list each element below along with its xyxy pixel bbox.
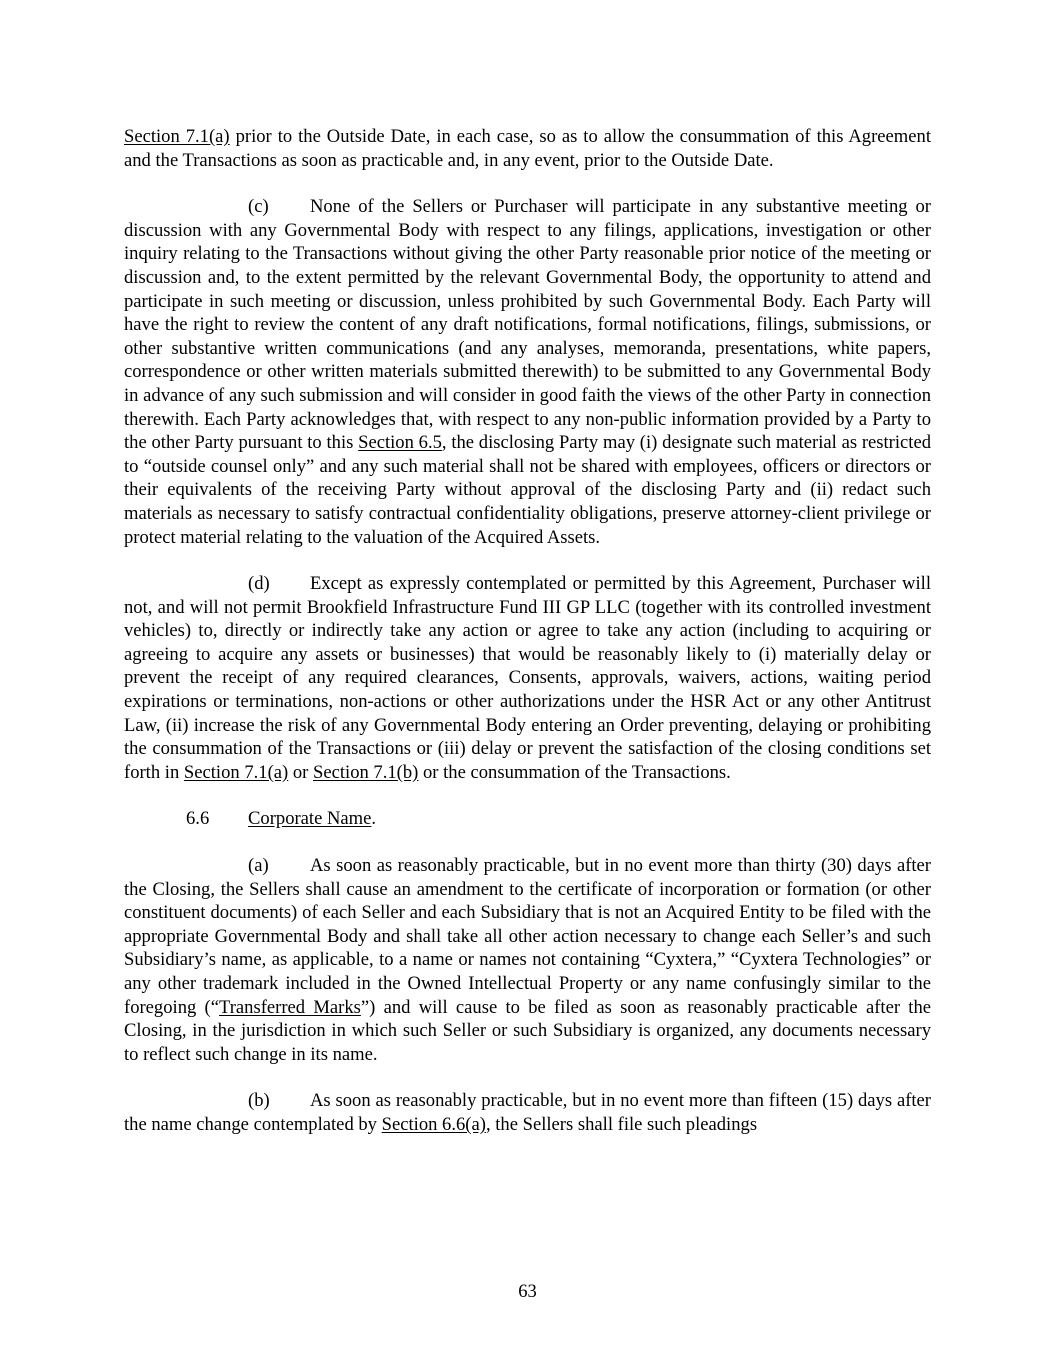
clause-label: (b)	[248, 1090, 270, 1112]
paragraph-text: or the consummation of the Transactions.	[418, 761, 731, 783]
paragraph-text: prior to the Outside Date, in each case, so as to allow the consummation of this Agreement and the Transactions as soon as practicable and, in any event, prior to the Outside Date.	[124, 126, 931, 171]
section-heading-6-6	[124, 807, 931, 831]
clause-label: (c)	[248, 196, 269, 218]
paragraph-6-5-d	[124, 572, 931, 784]
paragraph-6-5-c	[124, 195, 931, 549]
section-reference: Section 6.6(a)	[381, 1113, 486, 1135]
paragraph-text: ”) and will cause to be filed as soon as reasonably practicable after the Closing, in the jurisdiction in which such Seller or such Subsidiary is organized, any documents necessary to reflect such change in its name.	[124, 996, 931, 1065]
paragraph-6-6-a	[124, 854, 931, 1066]
section-reference: Section 6.5	[358, 432, 442, 454]
section-reference: Section 7.1(a)	[183, 761, 289, 783]
paragraph-text: As soon as reasonably practicable, but in no event more than fifteen (15) days after the name change contemplated by	[124, 1090, 931, 1135]
paragraph-text: Except as expressly contemplated or permitted by this Agreement, Purchaser will not, and will not permit Brookfield Infrastructure Fund III GP LLC (together with its controlled investment vehicles) to, directly or indirectly take any action or agree to take any action (including to acquiring or agreeing to acquire any assets or businesses) that would be reasonably likely to (i) materially delay or prevent the receipt of any required clearances, Consents, approvals, waivers, actions, waiting period expirations or terminations, non-actions or other authorizations under the HSR Act or any other Antitrust Law, (ii) increase the risk of any Governmental Body entering an Order preventing, delaying or prohibiting the consummation of the Transactions or (iii) delay or prevent the satisfaction of the closing conditions set forth in	[124, 573, 931, 783]
paragraph-text: None of the Sellers or Purchaser will participate in any substantive meeting or discussion with any Governmental Body with respect to any filings, applications, investigation or other inquiry relating to the Transactions without giving the other Party reasonable prior notice of the meeting or discussion and, to the extent permitted by the relevant Governmental Body, the opportunity to attend and participate in such meeting or discussion, unless prohibited by such Governmental Body. Each Party will have the right to review the content of any draft notifications, formal notifications, filings, submissions, or other substantive written communications (and any analyses, memoranda, presentations, white papers, correspondence or other written materials submitted therewith) to be submitted to any Governmental Body in advance of any such submission and will consider in good faith the views of the other Party in connection therewith. Each Party acknowledges that, with respect to any non-public information provided by a Party to the other Party pursuant to this	[124, 196, 931, 454]
section-reference: Section 7.1(a)	[124, 126, 230, 147]
defined-term: Transferred Marks	[219, 996, 361, 1018]
clause-label: (d)	[248, 573, 270, 595]
section-reference: Section 7.1(b)	[313, 761, 419, 783]
paragraph-6-6-b	[124, 1089, 931, 1136]
section-title: Corporate Name	[248, 808, 372, 830]
paragraph-text: or	[288, 761, 314, 783]
document-body	[124, 125, 931, 1137]
paragraph-text: As soon as reasonably practicable, but in no event more than thirty (30) days after the Closing, the Sellers shall cause an amendment to the certificate of incorporation or formation (or other constituent documents) of each Seller and each Subsidiary that is not an Acquired Entity to be filed with the appropriate Governmental Body and shall take all other action necessary to change each Seller’s and such Subsidiary’s name, as applicable, to a name or names not containing “Cyxtera,” “Cyxtera Technologies” or any other trademark included in the Owned Intellectual Property or any name confusingly similar to the foregoing (“	[124, 855, 931, 1018]
heading-period: .	[371, 808, 377, 830]
clause-label: (a)	[248, 855, 269, 877]
page-number: 63	[518, 1281, 537, 1302]
paragraph-continuation	[124, 125, 931, 172]
section-number: 6.6	[186, 808, 210, 830]
paragraph-text: , the Sellers shall file such pleadings	[485, 1113, 758, 1135]
paragraph-text: , the disclosing Party may (i) designate such material as restricted to “outside counsel only” and any such material shall not be shared with employees, officers or directors or their equivalents of the receiving Party without approval of the disclosing Party and (ii) redact such materials as necessary to satisfy contractual confidentiality obligations, preserve attorney-client privilege or protect material relating to the valuation of the Acquired Assets.	[124, 432, 931, 548]
